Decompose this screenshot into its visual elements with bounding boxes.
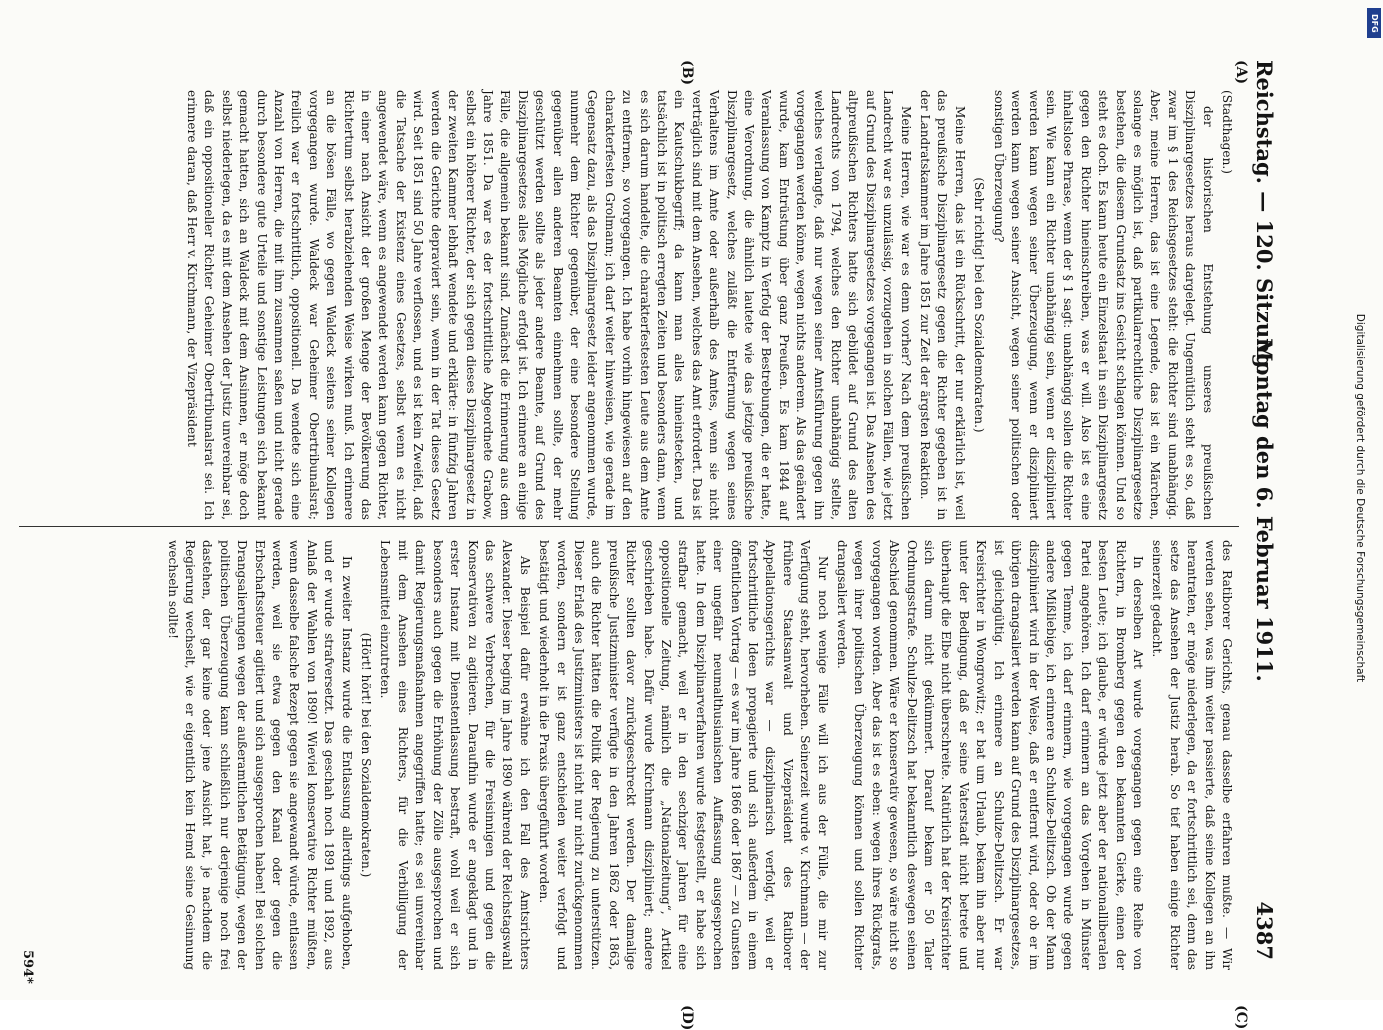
digitization-sidebar	[1338, 0, 1378, 1000]
scanned-page	[5, 0, 1335, 1030]
column-divider	[19, 526, 1239, 527]
margin-marker-a: (A)	[1233, 60, 1249, 85]
margin-marker-c: (C)	[1233, 1005, 1249, 1030]
page-header	[1247, 60, 1277, 960]
interjection: (Sehr richtig! bei den Sozialdemokraten.)	[972, 177, 987, 433]
header-left: Reichstag. — 120. Sitzung.	[1252, 60, 1277, 376]
right-column	[161, 540, 1235, 970]
paragraph: der historischen Entstehung unseres preußischen Disziplinargesetzes heraus dargelegt. Ungemütlich steht es so, daß zwar im § 1 des Reichsgesetzes steht: die Richter sind unabhängig. Aber, meine Herren, das ist eine Legende, das ist ein Märchen, solange es möglich ist, daß partikularrechtliche Disziplinargesetze bestehen, die diesem Grundsatz ins Gesicht schlagen können. Und so steht es doch. Es kann heute ein Einzelstaat in sein Disziplinargesetz gegen den Richter hineinschreiben, was er will. Also ist es eine inhaltslose Phrase, wenn der § 1 sagt: unabhängig sollen die Richter sein. Wie kann ein Richter unabhängig sein, wenn er diszipliniert werden kann wegen seiner Überzeugung, wenn er diszipliniert werden kann wegen seiner Ansicht, wegen seiner politischen oder sonstigen Überzeugung?	[991, 90, 1215, 520]
paragraph: Nur noch wenige Fälle will ich aus der Fülle, die mir zur Verfügung steht, hervorheben. Seinerzeit wurde v. Kirchmann — der frühere Staatsanwalt und Vizepräsident des Ratiborer Appellationsgerichts war — disziplinarisch verfolgt, weil er fortschrittliche Ideen propagierte und sich außerdem in einem öffentlichen Vortrag — es war im Jahre 1866 oder 1867 — zu Gunsten einer ungefähr neumalthusianischen Auffassung ausgesprochen hatte. In dem Disziplinarverfahren wurde festgestellt, er habe sich strafbar gemacht, weil er in den sechziger Jahren für eine oppositionelle Zeitung, nämlich die „Nationalzeitung“, Artikel geschrieben habe. Dafür wurde Kirchmann diszipliniert; andere Richter sollten davor zurückgeschreckt werden. Der damalige preußische Justizminister verfügte in den Jahren 1862 oder 1863, auch die Richter hätten die Politik der Regierung zu unterstützen. Dieser Erlaß des Justizministers ist nicht nur nicht zurückgenommen worden, sondern er ist ganz entschieden weiter verfolgt und bestätigt und wiederholt in die Praxis übergeführt worden.	[537, 540, 830, 970]
interjection: (Hört! hört! bei den Sozialdemokraten.)	[359, 632, 374, 878]
signature-mark: 594*	[20, 950, 35, 984]
paragraph: Meine Herren, das ist ein Rückschritt, der nur erklärlich ist, weil das preußische Disziplinargesetz gegen die Richter gegeben ist in der Landratskammer im Jahre 1851 zur Zeit der ärgsten Reaktion.	[918, 90, 967, 520]
speaker-label: (Stadthagen.)	[1220, 90, 1234, 174]
paragraph: Meine Herren, wie war es denn vorher? Nach dem preußischen Landrecht war es unzulässig, vorzugehen in solchen Fällen, wie jetzt auf Grund des Disziplinargesetzes vorgegangen ist. Das Ansehen des altpreußischen Richters hatte sich gebildet auf Grund des alten Landrechts von 1794, welches den Richter unabhängig stellte, welches verlangte, daß nur wegen seiner Amtsführung gegen ihn vorgegangen werden könne, wegen nichts anderem. Als das geändert wurde, kam Entrüstung über ganz Preußen. Es kam 1844 auf Veranlassung von Kamptz in Verfolg der Bestrebungen, die er hatte, eine Verordnung, die ähnlich lautete wie das jetzige preußische Disziplinargesetz, welches zuläßt die Entfernung wegen seines Verhaltens im Amte oder außerhalb des Amtes, wenn sie nicht verträglich sind mit dem Ansehen, welches das Amt erfordert. Das ist ein Kautschukbegriff; da kann man alles hineinstecken, und tatsächlich ist in politisch erregten Zeiten und besonders dann, wenn es sich darum handelte, die charakterfestesten Leute aus dem Amte zu entfernen, so vorgegangen. Ich habe vorhin hingewiesen auf den charakterfesten Grolmann; ich darf weiter hinweisen, wie gerade im Gegensatz dazu, als das Disziplinargesetz leider angenommen wurde, nunmehr dem Richter gegenüber, der eine besondere Stellung gegenüber allen anderen Beamten einnehmen sollte, der mehr geschützt werden sollte als jeder andere Beamte, auf Grund des Disziplinargesetzes alles Mögliche erfolgt ist. Ich erinnere an einige Fälle, die allgemein bekannt sind. Zunächst die Erinnerung aus dem Jahre 1851. Da war es der fortschrittliche Abgeordnete Grabow, selbst ein höherer Richter, der sich gegen dieses Disziplinargesetz in der zweiten Kammer lebhaft wendete und erklärte: in fünfzig Jahren werden die Gerichte depraviert sein, wenn in der Tat dieses Gesetz wird. Seit 1851 sind 50 Jahre verflossen, und es ist kein Zweifel, daß die Tatsache der Existenz eines Gesetzes, selbst wenn es nicht angewendet wäre, wenn es angewendet werden kann gegen Richter, in einer nach Ansicht der großen Menge der Bevölkerung das Richtertum selbst herabziehenden Weise wirken muß. Ich erinnere an die bösen Fälle, wo gegen Waldeck seitens seiner Kollegen vorgegangen wurde. Waldeck war Geheimer Obertribunalsrat; freilich war er fortschrittlich, oppositionell. Da wendete sich eine Anzahl von Herren, die mit ihm zusammen saßen und nicht gerade durch besondere gute Urteile und sonstige Leistungen sich bekannt gemacht hatten, sich an Waldeck mit dem Ansinnen, er möge doch selbst niederlegen, da es mit dem Ansehen der Justiz unvereinbar sei, daß ein oppositioneller Richter Geheimer Obertribunalsrat sei. Ich erinnere daran, daß Herr v. Kirchmann, der Vizepräsident	[185, 90, 913, 520]
paragraph: Als Beispiel dafür erwähne ich den Fall des Amtsrichters Alexander. Dieser beging im Jahre 1890 während der Reichstagswahl das schwere Verbrechen, für die Freisinnigen und gegen die Konservativen zu agitieren. Daraufhin wurde er angeklagt und in erster Instanz mit Dienstentlassung bestraft, wohl weil er sich besonders auch gegen die Erhöhung der Zölle ausgesprochen und damit Regierungsmaßnahmen angegriffen hatte; es sei unvereinbar mit dem Ansehen eines Richters, für die Verbilligung der Lebensmittel einzutreten.	[378, 540, 532, 970]
paragraph: In derselben Art wurde vorgegangen gegen eine Reihe von Richtern, in Bromberg gegen den bekannten Gierke, einen der besten Leute; ich glaube, er würde jetzt aber der nationalliberalen Partei angehören. Ich darf erinnern an das Vorgehen in Münster gegen Temme, ich darf erinnern, wie vorgegangen wurde gegen andere Mißliebige, ich erinnere an Schulze-Delitzsch. Ob der Mann diszipliniert wird in der Weise, daß er entfernt wird, oder ob er im übrigen drangsaliert werden kann auf Grund des Disziplinargesetzes, ist gleichgültig. Ich erinnere an Schulze-Delitzsch. Er war Kreisrichter in Wongrowitz; er bat um Urlaub, bekam ihn aber nur unter der Bedingung, daß er seine Vaterstadt nicht betrete und überhaupt die Elbe nicht überschreite. Natürlich hat der Kreisrichter sich darum nicht gekümmert. Darauf bekam er 50 Taler Ordnungsstrafe. Schulze-Delitzsch hat bekanntlich deswegen seinen Abschied genommen. Wäre er konservativ gewesen, so wäre nicht so vorgegangen worden. Aber das ist es eben: wegen ihres Rückgrats, wegen ihrer politischen Überzeugung können und sollen Richter drangsaliert werden.	[835, 540, 1145, 970]
paragraph: des Ratiborer Gerichts, genau dasselbe erfahren mußte. — Wir werden sehen, was ihm weiter passierte, daß seine Kollegen an ihn herantraten, er möge niederlegen, da er fortschrittlich sei, denn das setze das Ansehen der Justiz herab. So tief haben einige Richter seinerzeit gedacht.	[1150, 540, 1234, 970]
dfg-logo: DFG	[1367, 8, 1381, 38]
digitization-note: Digitalisierung gefördert durch die Deutsche Forschungsgemeinschaft	[1354, 313, 1366, 683]
page-number: 4387	[1252, 901, 1277, 960]
header-date: Montag den 6. Februar 1911.	[1252, 338, 1277, 682]
margin-marker-d: (D)	[679, 1005, 695, 1030]
paragraph: In zweiter Instanz wurde die Entlassung allerdings aufgehoben, und er wurde strafversetzt. Das geschah noch 1891 und 1892, aus Anlaß der Wahlen von 1890! Wieviel konservative Richter müßten, wenn dasselbe falsche Rezept gegen sie angewandt würde, entlassen werden, weil sie etwa gegen den Kanal oder gegen die Erbschaftssteuer agitiert und sich ausgesprochen haben! Bei solchen Drangsalierungen wegen der außeramtlichen Betätigung, wegen der politischen Überzeugung kann schließlich nur derjenige noch frei dastehen, der gar keine oder jene Ansicht hat, je nachdem die Regierung wechselt, wie er eigentlich kein Hemd seine Gesinnung wechseln sollte!	[165, 540, 354, 970]
margin-marker-b: (B)	[679, 60, 695, 86]
left-column	[181, 90, 1235, 520]
